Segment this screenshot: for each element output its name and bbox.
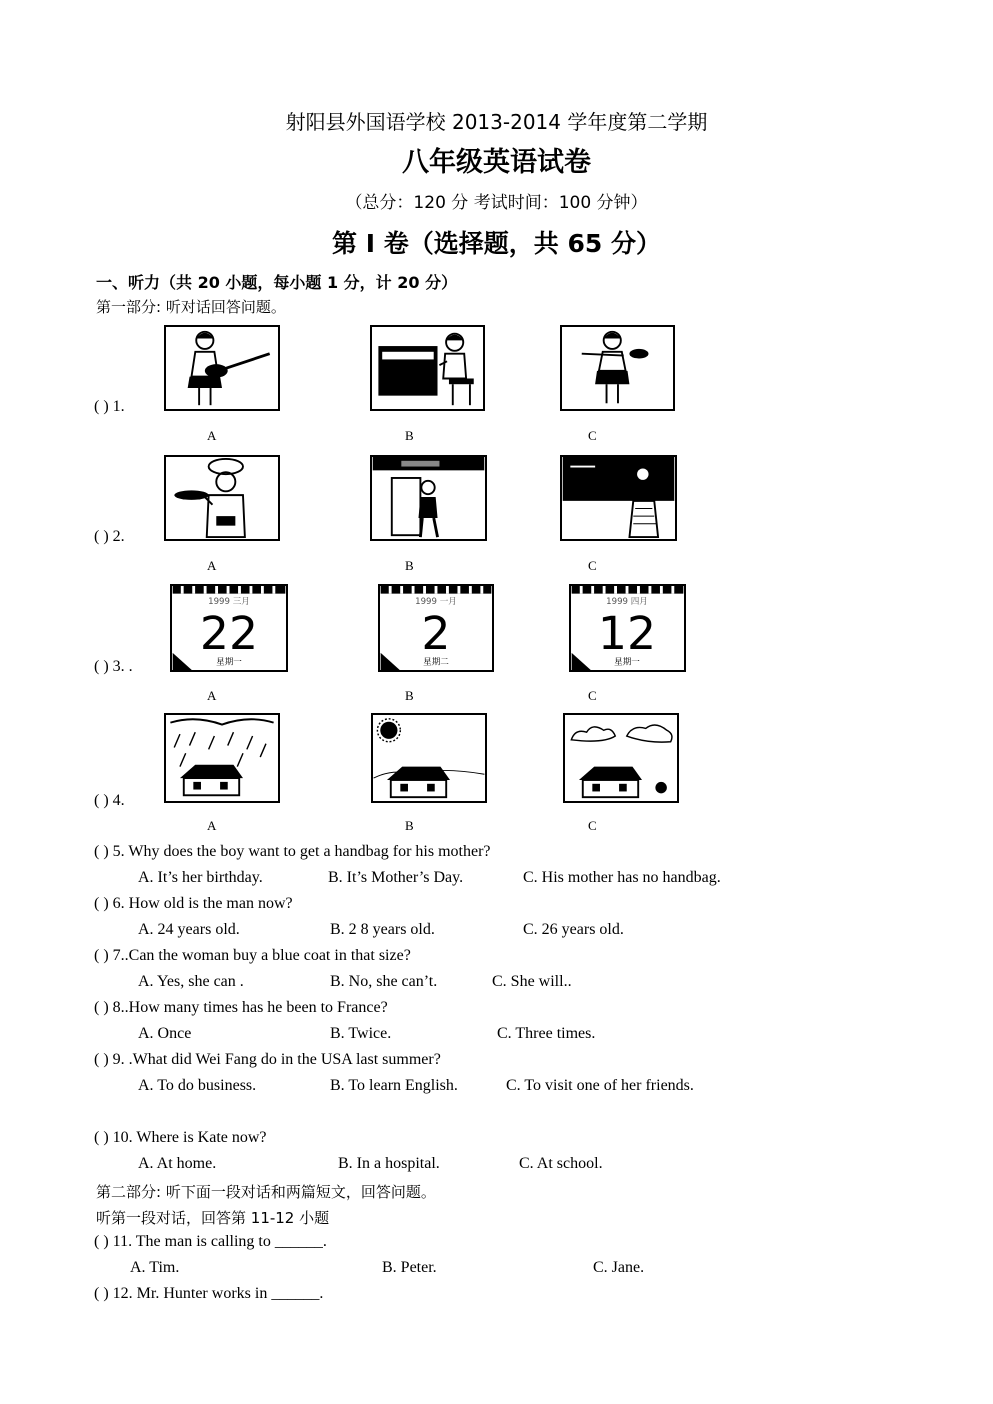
q3-calendar-c [569, 584, 686, 672]
school-line: 射阳县外国语学校 2013-2014 学年度第二学期 [285, 110, 708, 134]
q7-option-c: C. She will.. [492, 973, 572, 990]
q6-option-b: B. 2 8 years old. [330, 921, 435, 938]
q2-picture-a [164, 455, 280, 541]
q2-picture-c [560, 455, 677, 541]
question-7-stem: ( ) 7..Can the woman buy a blue coat in that size? [94, 947, 411, 964]
q4-picture-b [371, 713, 487, 803]
q11-option-a: A. Tim. [130, 1259, 180, 1276]
question-4-stem: ( ) 4. [94, 792, 125, 809]
calendar-icon [172, 586, 286, 670]
q1-picture-b [370, 325, 485, 411]
q6-option-a: A. 24 years old. [138, 921, 240, 938]
question-12-stem: ( ) 12. Mr. Hunter works in ______. [94, 1285, 324, 1302]
q1-label-a: A [207, 428, 217, 443]
question-5-stem: ( ) 5. Why does the boy want to get a handbag for his mother? [94, 843, 491, 860]
q1-label-c: C [588, 428, 597, 443]
teacher-icon [562, 457, 675, 539]
question-3-stem: ( ) 3. . [94, 658, 133, 675]
calendar-b-header: 1999 一月 [415, 597, 457, 608]
q11-option-b: B. Peter. [382, 1259, 437, 1276]
q10-option-c: C. At school. [519, 1155, 603, 1172]
calendar-b-number: 2 [421, 606, 451, 660]
q5-option-b: B. It’s Mother’s Day. [328, 869, 464, 886]
q4-picture-a [164, 713, 280, 803]
q2-label-c: C [588, 558, 597, 573]
q10-option-a: A. At home. [138, 1155, 217, 1172]
section-title: 一、听力（共 20 小题，每小题 1 分，计 20 分） [96, 273, 458, 292]
q7-option-a: A. Yes, she can . [138, 973, 244, 990]
q3-calendar-b [378, 584, 494, 672]
q4-label-b: B [405, 818, 414, 833]
q8-option-a: A. Once [138, 1025, 192, 1042]
q8-option-b: B. Twice. [330, 1025, 392, 1042]
volume-title: 第 I 卷（选择题，共 65 分） [332, 229, 661, 258]
question-1-stem: ( ) 1. [94, 398, 125, 415]
calendar-c-number: 12 [597, 606, 657, 660]
calendar-a-number: 22 [199, 606, 259, 660]
q9-option-a: A. To do business. [138, 1077, 257, 1094]
question-2-stem: ( ) 2. [94, 528, 125, 545]
q3-label-a: A [207, 688, 217, 703]
q10-option-b: B. In a hospital. [338, 1155, 440, 1172]
piano-girl-icon [372, 327, 483, 409]
q9-option-b: B. To learn English. [330, 1077, 458, 1094]
exam-info: （总分：120 分 考试时间：100 分钟） [345, 193, 648, 213]
q4-picture-c [563, 713, 679, 803]
q5-option-c: C. His mother has no handbag. [523, 869, 721, 886]
chef-icon [166, 457, 278, 539]
sunny-house-icon [373, 715, 485, 801]
q2-label-b: B [405, 558, 414, 573]
question-11-stem: ( ) 11. The man is calling to ______. [94, 1233, 327, 1250]
calendar-a-header: 1999 三月 [208, 597, 250, 608]
guitar-girl-icon [166, 327, 278, 409]
q9-option-c: C. To visit one of her friends. [506, 1077, 694, 1094]
rainy-house-icon [166, 715, 278, 801]
q3-calendar-a [170, 584, 288, 672]
dialog1-instruction: 听第一段对话，回答第 11-12 小题 [96, 1209, 330, 1227]
q6-option-c: C. 26 years old. [523, 921, 624, 938]
q1-picture-a [164, 325, 280, 411]
question-9-stem: ( ) 9. .What did Wei Fang do in the USA last summer? [94, 1051, 441, 1068]
calendar-a-footer: 星期一 [216, 657, 242, 668]
calendar-b-footer: 星期二 [423, 657, 449, 668]
calendar-c-header: 1999 四月 [606, 597, 648, 608]
q11-option-c: C. Jane. [593, 1259, 645, 1276]
question-10-stem: ( ) 10. Where is Kate now? [94, 1129, 267, 1146]
violin-girl-icon [562, 327, 673, 409]
q3-label-c: C [588, 688, 597, 703]
part2-instruction: 第二部分: 听下面一段对话和两篇短文，回答问题。 [96, 1183, 436, 1201]
calendar-icon [380, 586, 492, 670]
question-8-stem: ( ) 8..How many times has he been to France? [94, 999, 388, 1016]
exam-title: 八年级英语试卷 [402, 147, 591, 178]
q3-label-b: B [405, 688, 414, 703]
police-icon [372, 457, 485, 539]
calendar-icon [571, 586, 684, 670]
q2-label-a: A [207, 558, 217, 573]
q4-label-c: C [588, 818, 597, 833]
calendar-c-footer: 星期一 [614, 657, 640, 668]
q5-option-a: A. It’s her birthday. [138, 869, 263, 886]
q1-picture-c [560, 325, 675, 411]
q7-option-b: B. No, she can’t. [330, 973, 438, 990]
q1-label-b: B [405, 428, 414, 443]
q4-label-a: A [207, 818, 217, 833]
part1-instruction: 第一部分: 听对话回答问题。 [96, 298, 286, 316]
q2-picture-b [370, 455, 487, 541]
cloudy-house-icon [565, 715, 677, 801]
q8-option-c: C. Three times. [497, 1025, 596, 1042]
question-6-stem: ( ) 6. How old is the man now? [94, 895, 293, 912]
